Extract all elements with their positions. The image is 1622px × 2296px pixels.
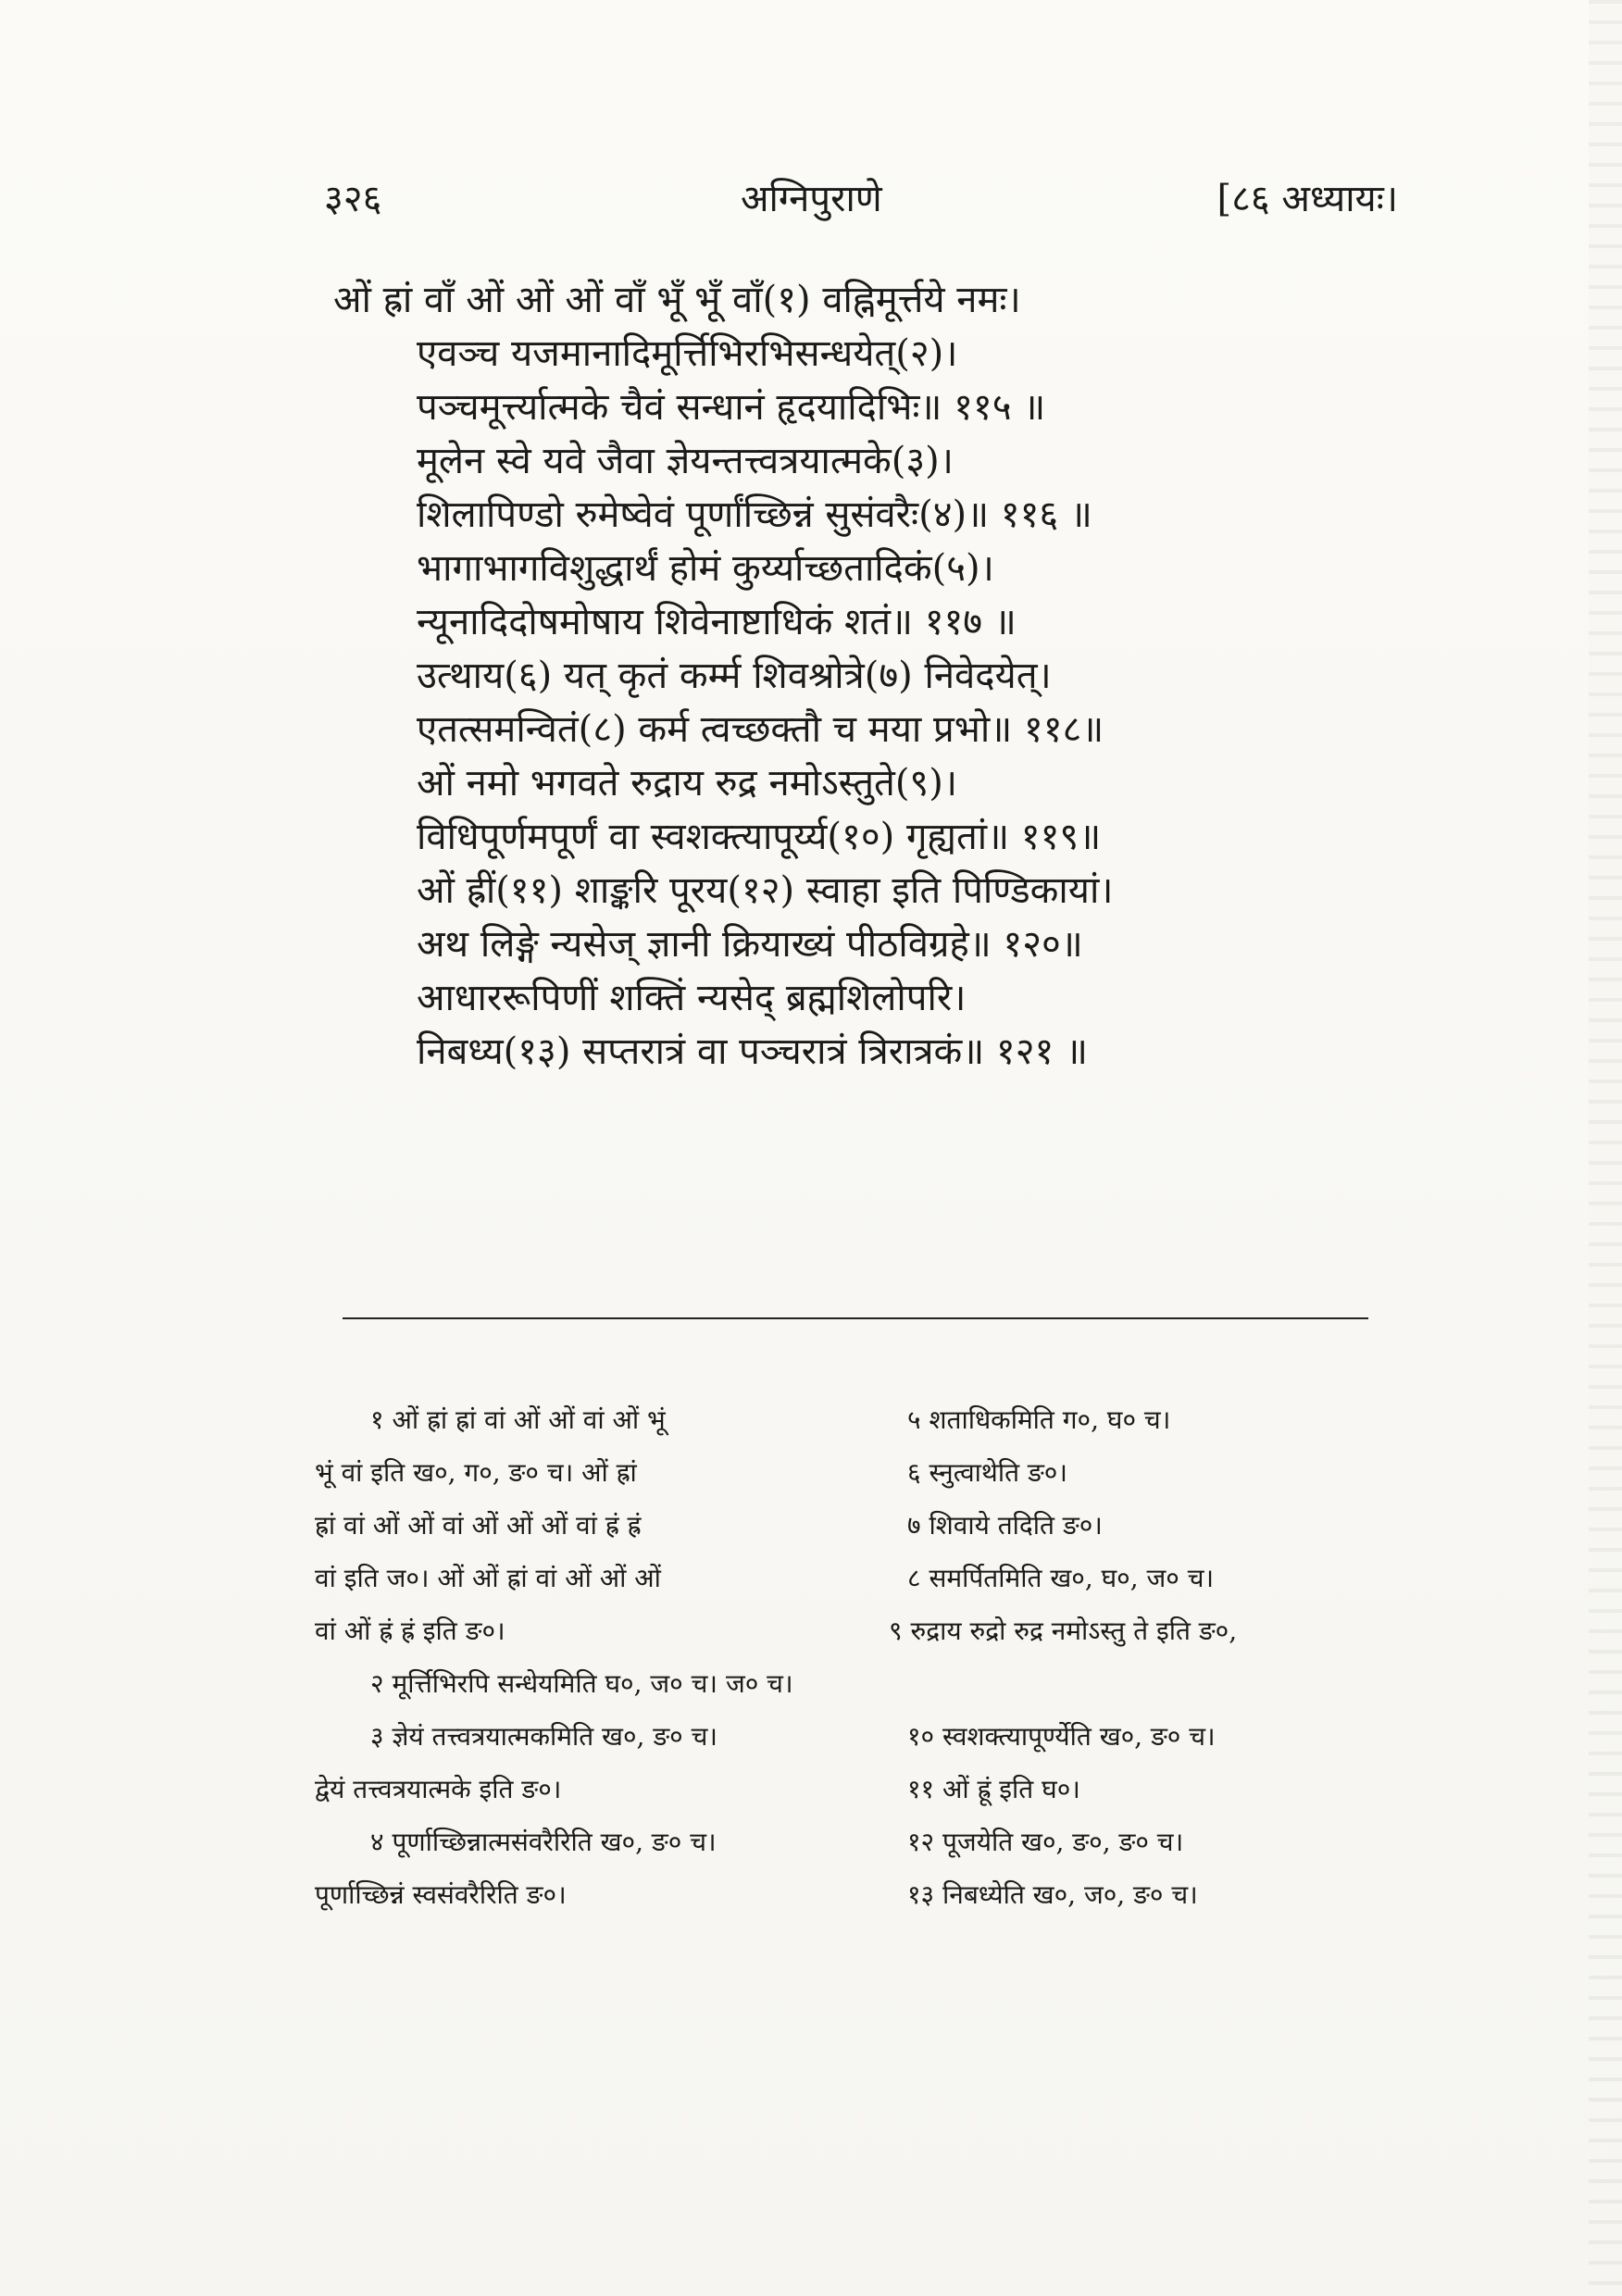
footnote-left: २ मूर्त्तिभिरपि सन्धेयमिति घ०, ज० च। ज० च। xyxy=(370,1668,793,1699)
footnote-right: १० स्वशक्त्यापूर्ण्येति ख०, ङ० च। xyxy=(907,1721,1216,1752)
verse-line: निबध्य(१३) सप्तरात्रं वा पञ्चरात्रं त्रिरात्रकं॥ १२१ ॥ xyxy=(417,1030,1088,1073)
footnote-divider xyxy=(343,1317,1368,1319)
page-edge-shadow xyxy=(1589,0,1622,2296)
verse-block xyxy=(333,273,1398,1079)
footnote-row xyxy=(315,1763,1416,1816)
verse-line: आधाररूपिणीं शक्तिं न्यसेद् ब्रह्मशिलोपरि। xyxy=(417,977,967,1019)
footnote-right: १३ निबध्येति ख०, ज०, ङ० च। xyxy=(907,1879,1198,1910)
footnote-row xyxy=(315,1710,1416,1763)
footnote-right: ९ रुद्राय रुद्रो रुद्र नमोऽस्तु ते इति ङ०, xyxy=(889,1616,1238,1646)
chapter-label: [८६ अध्यायः। xyxy=(1216,178,1398,220)
footnote-row xyxy=(315,1657,1416,1710)
verse-line: ओं नमो भगवते रुद्राय रुद्र नमोऽस्तुते(९)। xyxy=(417,762,957,805)
footnote-right: ८ समर्पितमिति ख०, घ०, ज० च। xyxy=(907,1563,1215,1593)
footnote-row xyxy=(315,1816,1416,1868)
page-number: ३२६ xyxy=(324,178,382,220)
footnote-left: वां ओं ह्रं ह्रं इति ङ०। xyxy=(315,1616,505,1646)
footnote-left: १ ओं ह्रां ह्रां वां ओं ओं वां ओं भूं xyxy=(370,1404,666,1435)
verse-line: भागाभागविशुद्धार्थं होमं कुर्य्याच्छतादिकं(५)। xyxy=(417,547,994,590)
footnote-row xyxy=(315,1499,1416,1552)
book-title: अग्निपुराणे xyxy=(741,178,882,220)
footnote-row xyxy=(315,1446,1416,1499)
verse-line: शिलापिण्डो रुमेष्वेवं पूर्णांच्छिन्नं सुसंवरैः(४)॥ ११६ ॥ xyxy=(417,493,1092,536)
verse-line: ओं ह्रीं(११) शाङ्करि पूरय(१२) स्वाहा इति पिण्डिकायां। xyxy=(417,869,1114,912)
footnote-left: भूं वां इति ख०, ग०, ङ० च। ओं ह्रां xyxy=(315,1457,637,1488)
verse-line: उत्थाय(६) यत् कृतं कर्म्म शिवश्रोत्रे(७) निवेदयेत्। xyxy=(417,655,1052,697)
verse-line: ओं ह्रां वाँ ओं ओं ओं वाँ भूँ भूँ वाँ(१) वह्निमूर्त्तये नमः। xyxy=(333,279,1021,321)
footnote-row xyxy=(315,1604,1416,1657)
footnote-right: ५ शताधिकमिति ग०, घ० च। xyxy=(907,1404,1171,1435)
footnote-row xyxy=(315,1393,1416,1446)
footnote-left: ह्रां वां ओं ओं वां ओं ओं ओं वां ह्रं ह्रं xyxy=(315,1510,642,1541)
footnote-right: ७ शिवाये तदिति ङ०। xyxy=(907,1510,1103,1541)
footnotes-block xyxy=(315,1393,1416,1921)
verse-line: एवञ्च यजमानादिमूर्त्तिभिरभिसन्धयेत्(२)। xyxy=(417,332,958,375)
verse-line: पञ्चमूर्त्त्यात्मके चैवं सन्धानं हृदयादिभिः॥ ११५ ॥ xyxy=(417,386,1046,429)
verse-line: मूलेन स्वे यवे जैवा ज्ञेयन्तत्त्वत्रयात्मके(३)। xyxy=(417,440,954,482)
verse-line: एतत्समन्वितं(८) कर्म त्वच्छक्तौ च मया प्रभो॥ ११८॥ xyxy=(417,708,1104,751)
footnote-row xyxy=(315,1552,1416,1604)
footnote-left: द्वेयं तत्त्वत्रयात्मके इति ङ०। xyxy=(315,1774,562,1804)
footnote-left: पूर्णाच्छिन्नं स्वसंवरैरिति ङ०। xyxy=(315,1879,567,1910)
footnote-left: ३ ज्ञेयं तत्त्वत्रयात्मकमिति ख०, ङ० च। xyxy=(370,1721,718,1752)
verse-line: न्यूनादिदोषमोषाय शिवेनाष्टाधिकं शतं॥ ११७ ॥ xyxy=(417,601,1017,643)
verse-line: विधिपूर्णमपूर्णं वा स्वशक्त्यापूर्य्य(१०) गृह्यतां॥ ११९॥ xyxy=(417,816,1102,858)
footnote-left: वां इति ज०। ओं ओं ह्रां वां ओं ओं ओं xyxy=(315,1563,661,1593)
footnote-left: ४ पूर्णाच्छिन्नात्मसंवरैरिति ख०, ङ० च। xyxy=(370,1827,717,1857)
footnote-right: ६ स्नुत्वाथेति ङ०। xyxy=(907,1457,1067,1488)
footnote-right: १२ पूजयेति ख०, ङ०, ङ० च। xyxy=(907,1827,1184,1857)
footnote-right: ११ ओं ह्रूं इति घ०। xyxy=(907,1774,1080,1804)
footnote-row xyxy=(315,1868,1416,1921)
page-header xyxy=(324,171,1398,227)
verse-line: अथ लिङ्गे न्यसेज् ज्ञानी क्रियाख्यं पीठविग्रहे॥ १२०॥ xyxy=(417,923,1083,966)
